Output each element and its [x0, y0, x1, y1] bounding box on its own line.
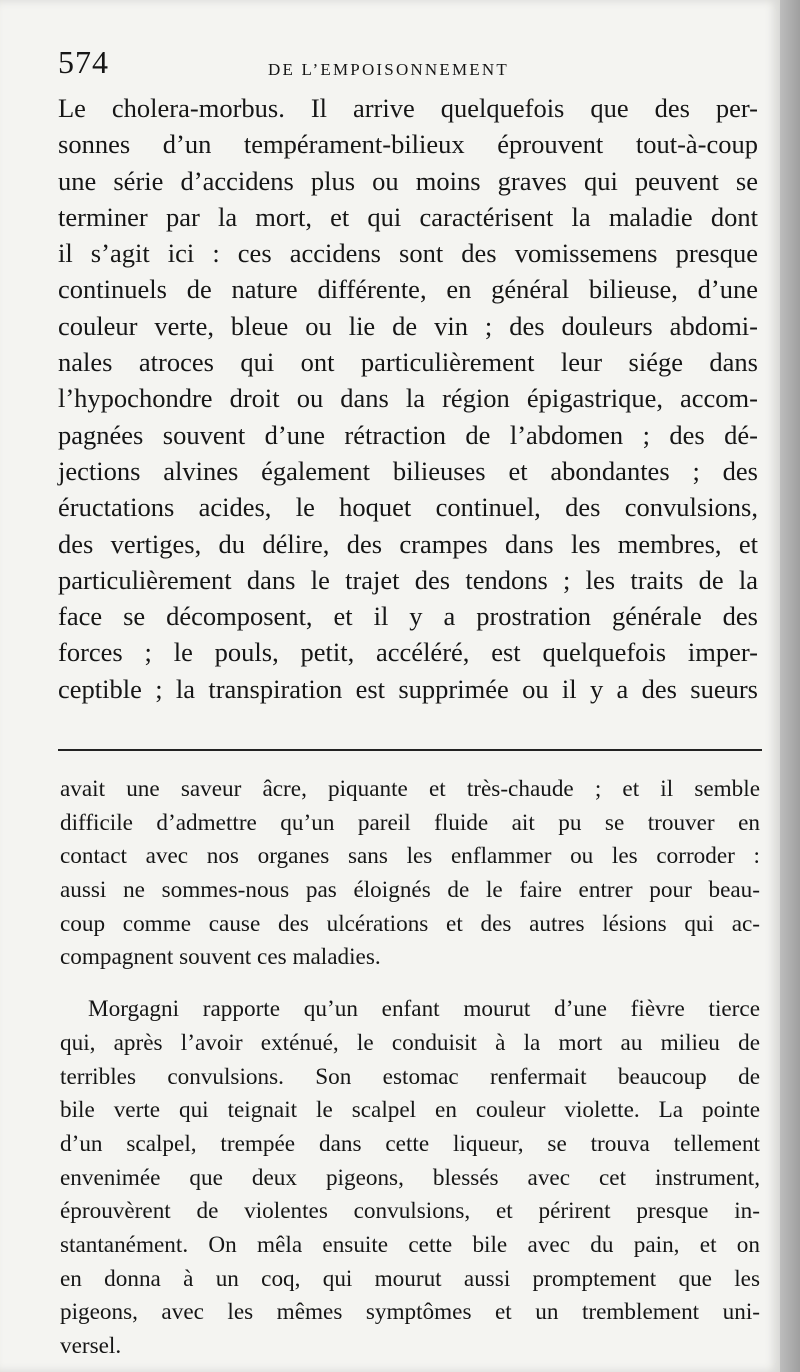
page-edge-shadow	[780, 0, 800, 1372]
text-line: particulièrement dans le trajet des tendons ; les traits de la	[58, 564, 758, 595]
paragraph-gap	[60, 975, 760, 993]
text-line: une série d’accidens plus ou moins graves qui peuvent se	[58, 165, 758, 196]
footnote-line: versel.	[60, 1333, 122, 1359]
footnote-line: pigeons, avec les mêmes symptômes et un tremblement uni-	[60, 1299, 760, 1326]
text-line: ceptible ; la transpiration est supprimée ou il y a des sueurs	[58, 673, 758, 704]
footnote-line: d’un scalpel, trempée dans cette liqueur, se trouva tellement	[60, 1130, 760, 1157]
text-line: Le cholera-morbus. Il arrive quelquefois que des per-	[58, 93, 758, 123]
footnote-line: contact avec nos organes sans les enflammer ou les corroder :	[60, 843, 760, 870]
text-line: pagnées souvent d’une rétraction de l’abdomen ; des dé-	[58, 419, 758, 450]
main-text	[58, 90, 758, 707]
footnote-line: coup comme cause des ulcérations et des autres lésions qui ac-	[60, 910, 760, 937]
text-line: continuels de nature différente, en général bilieuse, d’une	[58, 274, 758, 305]
text-line: face se décomposent, et il y a prostration générale des	[58, 601, 758, 632]
footnote-line: avait une saveur âcre, piquante et très-chaude ; et il semble	[60, 776, 760, 802]
text-line: l’hypochondre droit ou dans la région épigastrique, accom-	[58, 383, 758, 414]
footnote-divider	[58, 749, 762, 751]
text-line: jections alvines également bilieuses et abondantes ; des	[58, 455, 758, 486]
footnote-line: compagnent souvent ces maladies.	[60, 944, 381, 971]
footnote-line: difficile d’admettre qu’un pareil fluide ait pu se trouver en	[60, 809, 760, 836]
text-line: éructations acides, le hoquet continuel, des convulsions,	[58, 492, 758, 523]
text-line: forces ; le pouls, petit, accéléré, est quelquefois imper-	[58, 637, 758, 668]
footnote-line: éprouvèrent de violentes convulsions, et périrent presque in-	[60, 1198, 760, 1225]
running-title: DE L’EMPOISONNEMENT	[268, 60, 509, 79]
page-header	[0, 40, 780, 86]
text-line: couleur verte, bleue ou lie de vin ; des douleurs abdomi-	[58, 310, 758, 341]
text-line: des vertiges, du délire, des crampes dans les membres, et	[58, 528, 758, 559]
footnote-line: en donna à un coq, qui mourut aussi promptement que les	[60, 1265, 760, 1292]
footnote	[60, 773, 760, 1364]
text-line: terminer par la mort, et qui caractérisent la maladie dont	[58, 201, 758, 232]
footnote-line: qui, après l’avoir exténué, le conduisit à la mort au milieu de	[60, 1029, 760, 1056]
footnote-line: terribles convulsions. Son estomac renfermait beaucoup de	[60, 1063, 760, 1090]
text-line: sonnes d’un tempérament-bilieux éprouvent tout-à-coup	[58, 129, 758, 160]
page-number: 574	[58, 44, 109, 80]
footnote-line: Morgagni rapporte qu’un enfant mourut d’une fièvre tierce	[88, 996, 760, 1023]
footnote-line: aussi ne sommes-nous pas éloignés de le faire entrer pour beau-	[60, 877, 760, 904]
text-line: il s’agit ici : ces accidens sont des vomissemens presque	[58, 238, 758, 269]
footnote-line: stantanément. On mêla ensuite cette bile avec du pain, et on	[60, 1231, 760, 1258]
footnote-line: envenimée que deux pigeons, blessés avec cet instrument,	[60, 1164, 760, 1191]
footnote-line: bile verte qui teignait le scalpel en couleur violette. La pointe	[60, 1097, 760, 1124]
text-line: nales atroces qui ont particulièrement leur siége dans	[58, 347, 758, 378]
